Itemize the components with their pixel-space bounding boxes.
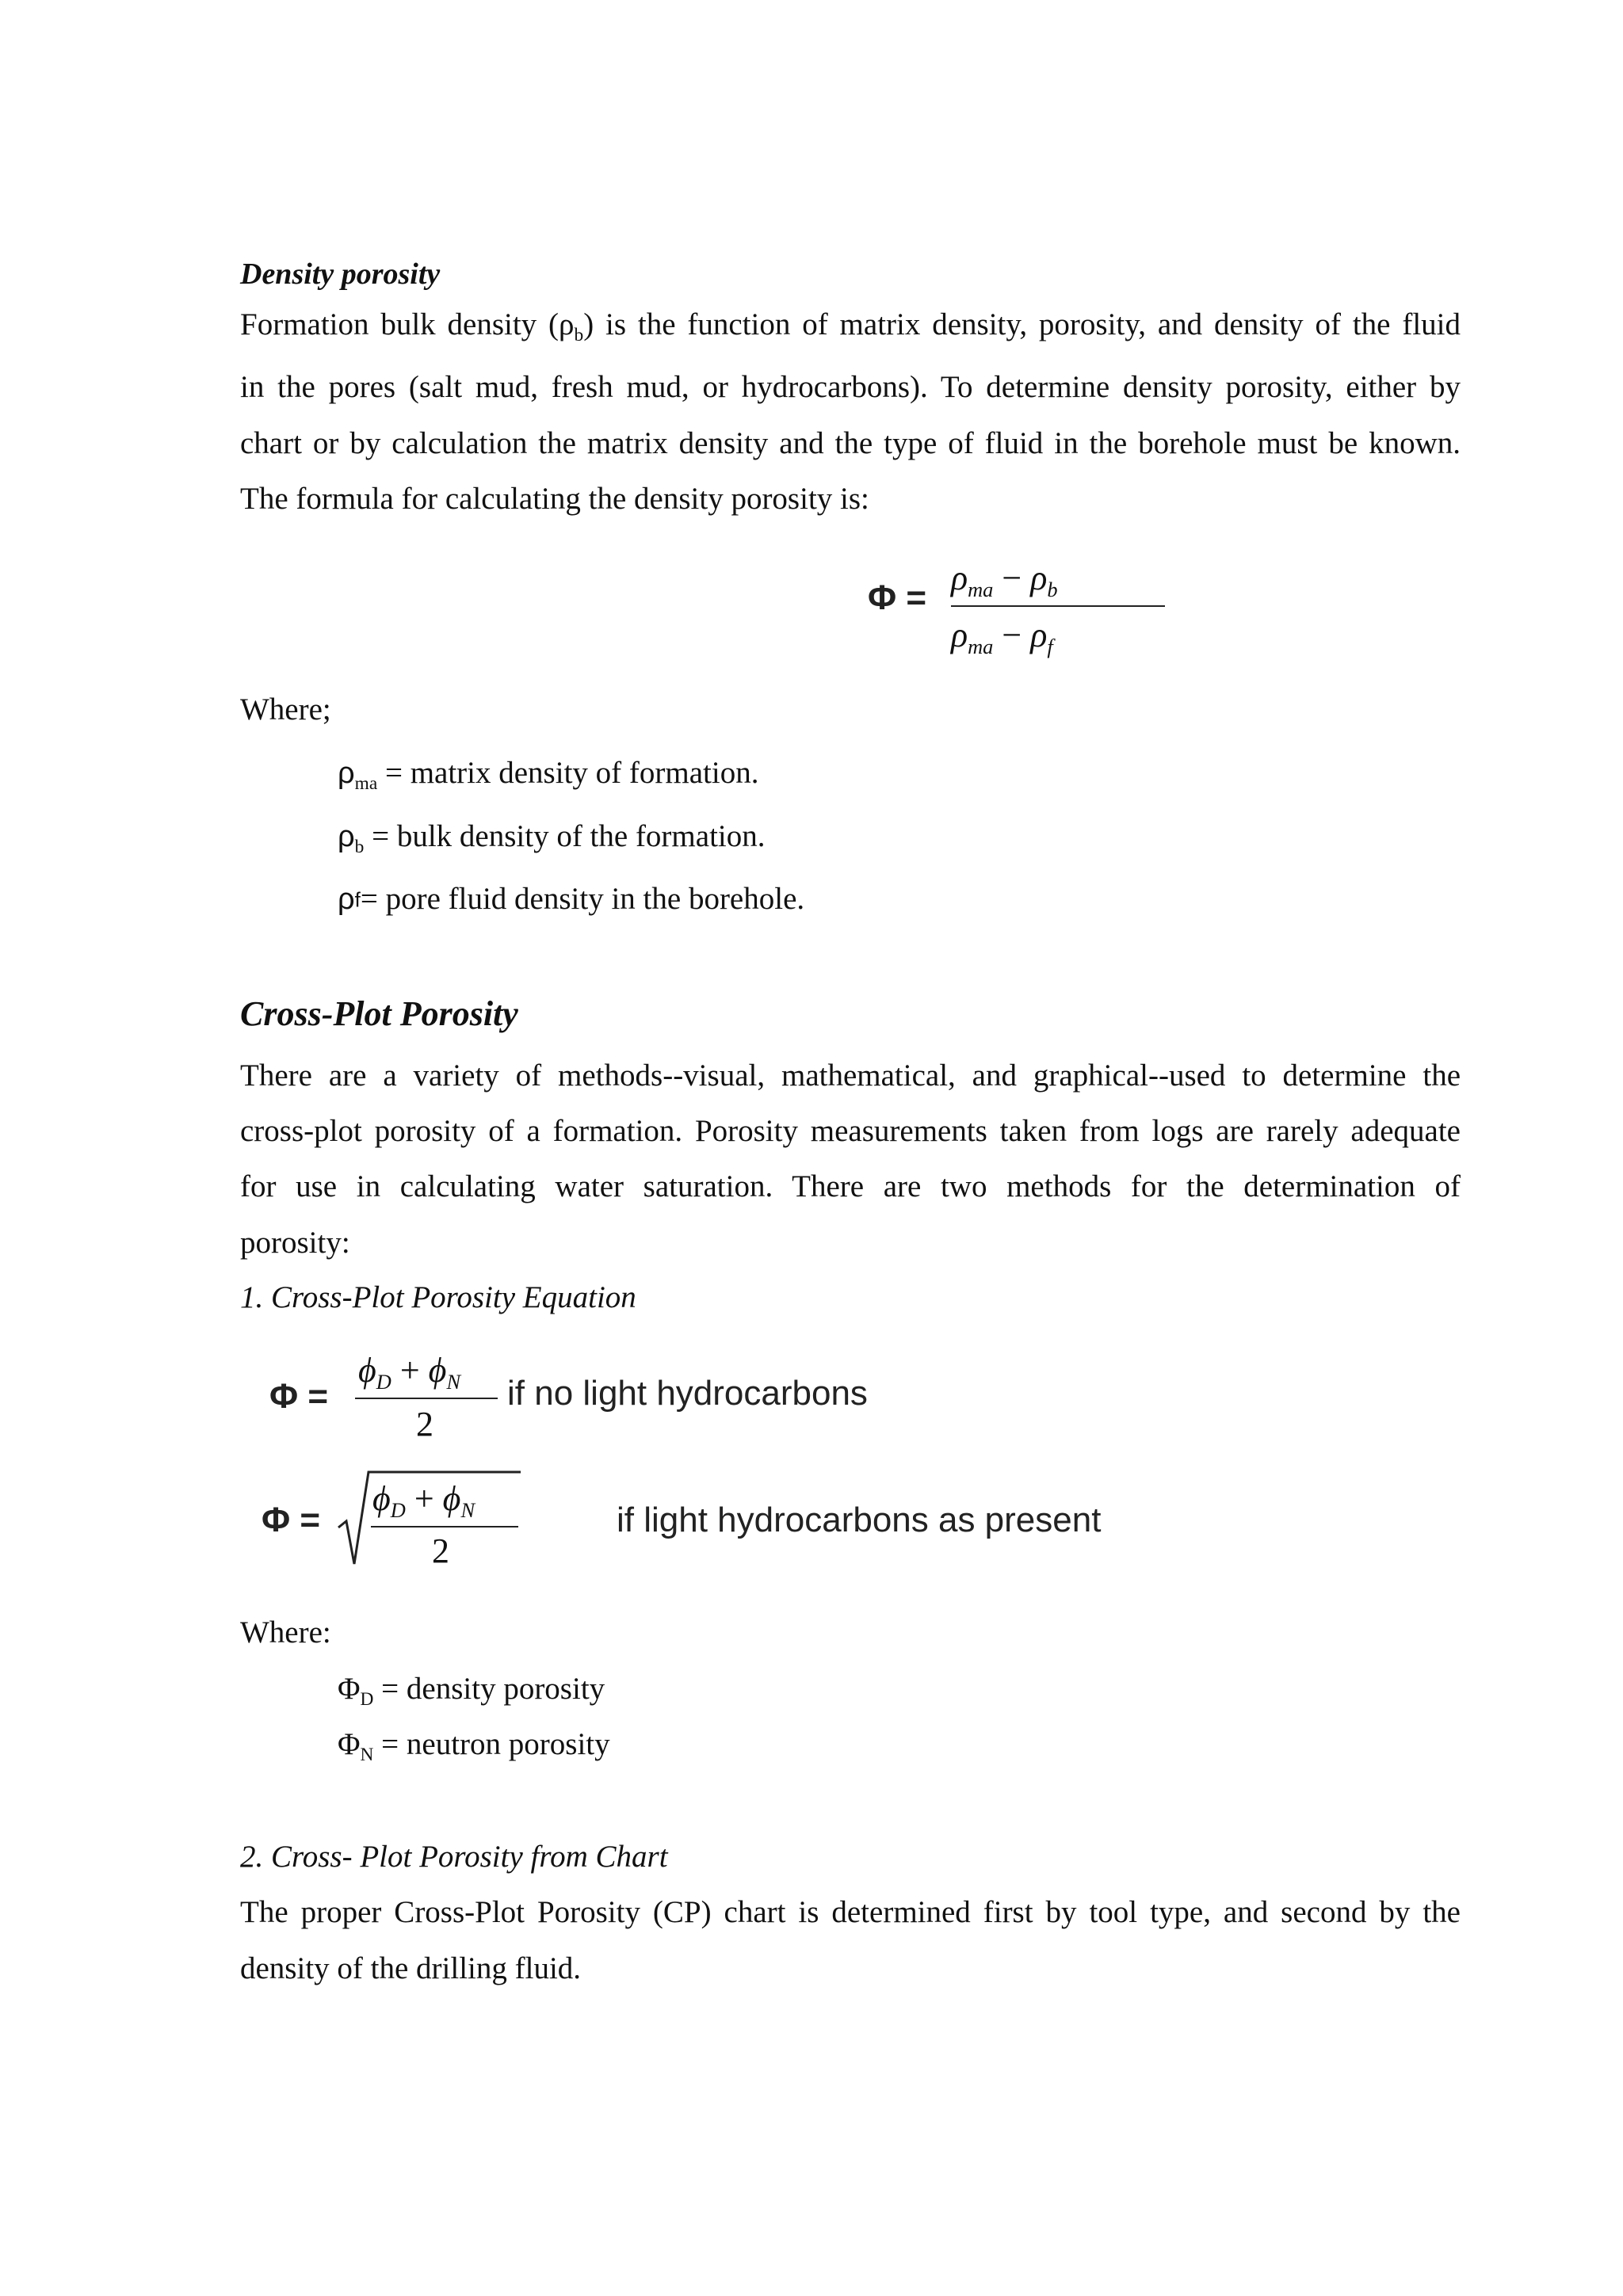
eq2-condition-label: if light hydrocarbons as present <box>617 1501 1102 1539</box>
eq1-denominator: 2 <box>416 1405 433 1444</box>
crossplot-where-label: Where: <box>240 1615 331 1650</box>
eq1-fraction-bar <box>355 1398 498 1399</box>
eq2-denominator: 2 <box>432 1531 449 1570</box>
crossplot-equation-light-hc <box>262 1463 1165 1573</box>
eq2-phi-equals: Φ = <box>262 1501 321 1539</box>
chart-paragraph-line-2: density of the drilling fluid. <box>240 1951 582 1985</box>
density-paragraph-line-1: Formation bulk density $(\rho_b)$ is the function of matrix density, porosity, and density of the fluid <box>240 307 1461 346</box>
definition-phi-n: $\Phi_N$ = neutron porosity <box>338 1727 610 1766</box>
density-porosity-formula <box>860 555 1113 666</box>
chart-paragraph-line-1: The proper Cross-Plot Porosity (CP) chart is determined first by tool type, and second by the <box>240 1895 1461 1929</box>
formula-fraction-bar <box>951 605 1165 607</box>
eq2-fraction-bar <box>371 1526 518 1527</box>
crossplot-paragraph-line-3: for use in calculating water saturation. There are two methods for the determination of <box>240 1169 1461 1203</box>
section-heading-cross-plot-porosity: Cross-Plot Porosity <box>240 994 518 1033</box>
eq1-numerator: $\phi_D + \phi_N$ <box>358 1351 461 1394</box>
subheading-cross-plot-equation: 1. Cross-Plot Porosity Equation <box>240 1280 636 1314</box>
density-where-label: Where; <box>240 692 331 727</box>
definition-rho-b: $\rho_b$ = bulk density of the formation. <box>338 819 766 858</box>
crossplot-paragraph-line-1: There are a variety of methods--visual, mathematical, and graphical--used to determine the <box>240 1058 1461 1093</box>
formula-numerator: $\rho_{ma} - \rho_b$ <box>951 559 1058 602</box>
section-heading-density-porosity: Density porosity <box>240 257 441 291</box>
eq1-condition-label: if no light hydrocarbons <box>507 1374 868 1413</box>
eq2-numerator: $\phi_D + \phi_N$ <box>372 1479 475 1523</box>
definition-rho-ma: $\rho_{ma}$ = matrix density of formation. <box>338 756 759 795</box>
crossplot-paragraph-line-2: cross-plot porosity of a formation. Porosity measurements taken from logs are rarely adequate <box>240 1114 1461 1148</box>
density-paragraph-line-4: The formula for calculating the density porosity is: <box>240 482 869 516</box>
subheading-cross-plot-chart: 2. Cross- Plot Porosity from Chart <box>240 1840 668 1874</box>
crossplot-paragraph-line-4: porosity: <box>240 1226 350 1260</box>
formula-denominator: $\rho_{ma} - \rho_f$ <box>951 616 1053 659</box>
formula-phi-equals: Φ = <box>868 578 927 617</box>
definition-phi-d: $\Phi_D$ = density porosity <box>338 1672 605 1711</box>
crossplot-equation-no-light-hc <box>269 1347 951 1450</box>
density-paragraph-line-3: chart or by calculation the matrix density and the type of fluid in the borehole must be known. <box>240 426 1461 460</box>
definition-rho-f: ρf= pore fluid density in the borehole. <box>338 882 805 916</box>
eq1-phi-equals: Φ = <box>269 1377 329 1416</box>
density-paragraph-line-2: in the pores (salt mud, fresh mud, or hydrocarbons). To determine density porosity, either by <box>240 370 1461 404</box>
